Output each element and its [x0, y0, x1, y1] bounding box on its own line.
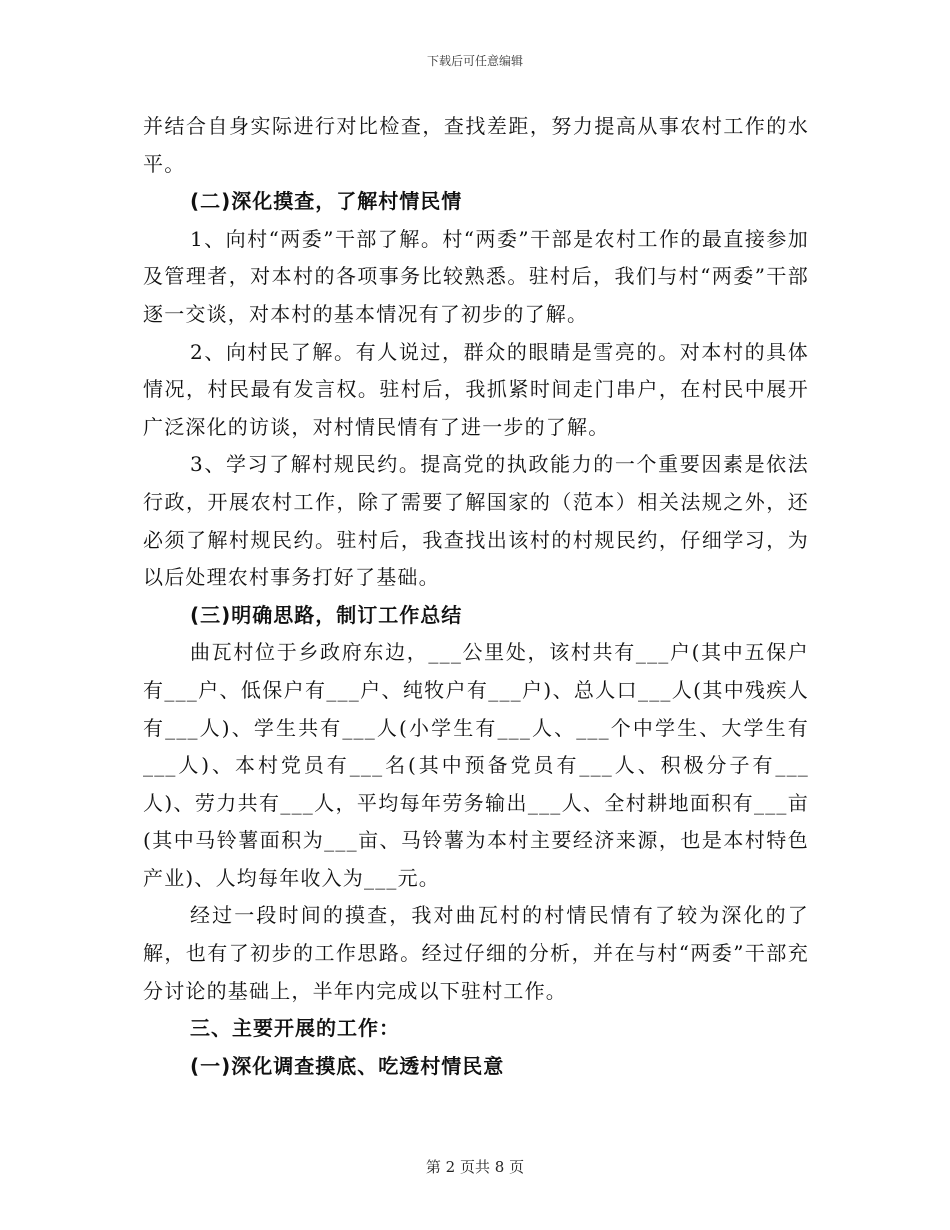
paragraph: 1、向村“两委”干部了解。村“两委”干部是农村工作的最直接参加及管理者，对本村的各项事务比较熟悉。驻村后，我们与村“两委”干部逐一交谈，对本村的基本情况有了初步的了解。 — [143, 226, 809, 326]
paragraph: 经过一段时间的摸查，我对曲瓦村的村情民情有了较为深化的了解，也有了初步的工作思路。经过仔细的分析，并在与村“两委”干部充分讨论的基础上，半年内完成以下驻村工作。 — [143, 903, 809, 1003]
section-heading: 三、主要开展的工作： — [190, 1016, 400, 1041]
page-header: 下载后可任意编辑 — [426, 54, 523, 68]
page-footer: 第 2 页共 8 页 — [425, 1158, 525, 1176]
document-body — [143, 108, 809, 1085]
section-heading: (一)深化调查摸底、吃透村情民意 — [190, 1053, 505, 1078]
paragraph-continuation: 并结合自身实际进行对比检查，查找差距，努力提高从事农村工作的水平。 — [143, 114, 809, 176]
paragraph: 2、向村民了解。有人说过，群众的眼睛是雪亮的。对本村的具体情况，村民最有发言权。驻村后，我抓紧时间走门串户，在村民中展开广泛深化的访谈，对村情民情有了进一步的了解。 — [143, 339, 809, 439]
paragraph: 3、学习了解村规民约。提高党的执政能力的一个重要因素是依法行政，开展农村工作，除了需要了解国家的（范本）相关法规之外，还必须了解村规民约。驻村后，我查找出该村的村规民约，仔细学习，为以后处理农村事务打好了基础。 — [143, 452, 809, 590]
section-heading: (二)深化摸查，了解村情民情 — [190, 189, 463, 214]
section-heading: (三)明确思路，制订工作总结 — [190, 602, 463, 627]
paragraph: 曲瓦村位于乡政府东边，___公里处，该村共有___户(其中五保户有___户、低保户有___户、纯牧户有___户)、总人口___人(其中残疾人有___人)、学生共有___人(小学生有___人、___个中学生、大学生有___人)、本村党员有___名(其中预备党员有___人、积极分子有___人)、劳力共有___人，平均每年劳务输出___人、全村耕地面积有___亩(其中马铃薯面积为___亩、马铃薯为本村主要经济来源，也是本村特色产业)、人均每年收入为___元。 — [143, 640, 809, 890]
